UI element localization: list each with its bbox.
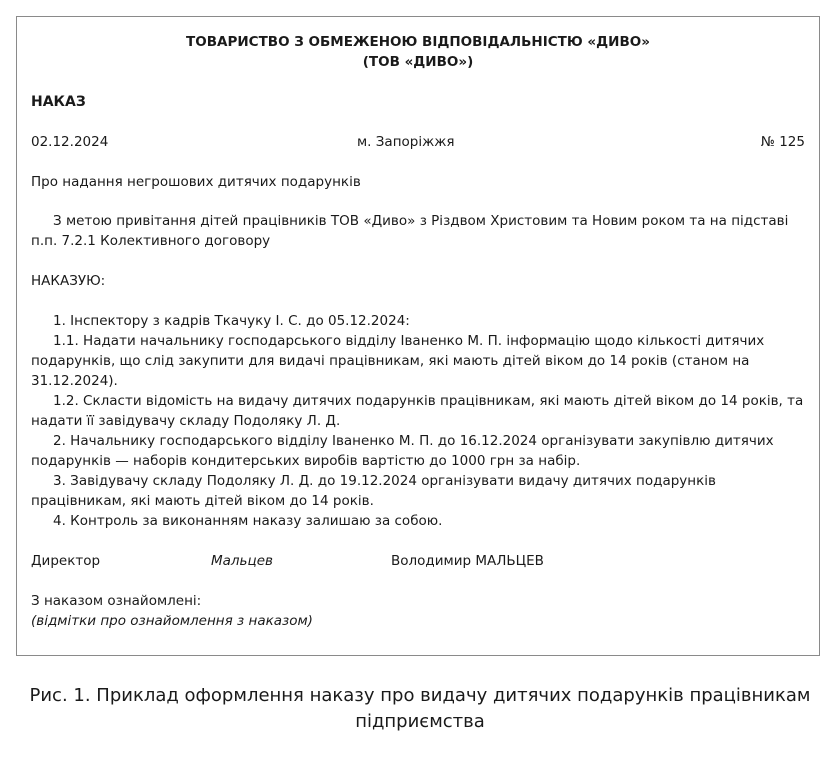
order-item-1-2: 1.2. Скласти відомість на видачу дитячих подарунків працівникам, які мають дітей віком до 14 років, та надати її завідувачу складу Подоляку Л. Д. xyxy=(31,393,804,429)
order-item-1-1: 1.1. Надати начальнику господарського відділу Іваненко М. П. інформацію щодо кількості дитячих подарунків, що слід закупити для видачі працівникам, які мають дітей віком до 14 років (станом на 31.12.2024). xyxy=(31,333,765,389)
acquainted-note: (відмітки про ознайомлення з наказом) xyxy=(31,613,313,629)
order-subject: Про надання негрошових дитячих подарунків xyxy=(31,174,361,190)
order-number: № 125 xyxy=(760,134,805,150)
order-item-1: 1. Інспектору з кадрів Ткачуку І. С. до 05.12.2024: xyxy=(53,313,410,329)
company-name: ТОВАРИСТВО З ОБМЕЖЕНОЮ ВІДПОВІДАЛЬНІСТЮ «ДИВО» xyxy=(186,34,650,50)
signature-position: Директор xyxy=(31,553,101,569)
order-item-3: 3. Завідувачу складу Подоляку Л. Д. до 19.12.2024 організувати видачу дитячих подарунків працівникам, які мають дітей віком до 14 років. xyxy=(31,473,716,509)
company-short-name: (ТОВ «ДИВО») xyxy=(362,54,474,70)
order-item-2: 2. Начальнику господарського відділу Іваненко М. П. до 16.12.2024 організувати закупівлю дитячих подарунків — наборів кондитерських виробів вартістю до 1000 грн за набір. xyxy=(31,433,774,469)
document-type: НАКАЗ xyxy=(31,94,86,110)
acquainted-label: З наказом ознайомлені: xyxy=(31,593,202,609)
signature-sign: Мальцев xyxy=(211,553,273,569)
order-document xyxy=(16,16,820,656)
order-date: 02.12.2024 xyxy=(31,134,109,150)
order-preamble: З метою привітання дітей працівників ТОВ «Диво» з Різдвом Христовим та Новим роком та на підставі п.п. 7.2.1 Колективного договору xyxy=(31,213,789,249)
figure-caption: Рис. 1. Приклад оформлення наказу про видачу дитячих подарунків працівникам підприємства xyxy=(29,685,811,732)
order-item-4: 4. Контроль за виконанням наказу залишаю за собою. xyxy=(53,513,443,529)
signature-name: Володимир МАЛЬЦЕВ xyxy=(391,553,544,569)
order-city: м. Запоріжжя xyxy=(357,134,455,150)
order-word: НАКАЗУЮ: xyxy=(31,273,106,289)
